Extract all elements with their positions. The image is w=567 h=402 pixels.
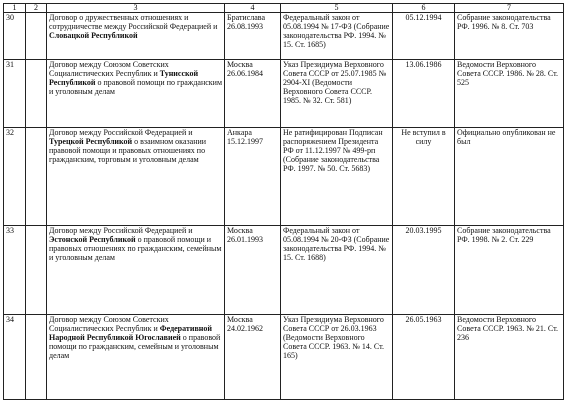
publication: Собрание законодательства РФ. 1998. № 2. Ст. 229 — [455, 226, 564, 315]
title-text: о правовой помощи по гражданским, семейным и уголовным делам — [49, 333, 221, 360]
place-date: Братислава 26.08.1993 — [225, 13, 281, 60]
title-text: Договор между Российской Федерацией и — [49, 128, 193, 137]
row-number: 33 — [4, 226, 26, 315]
entry-into-force: 26.05.1963 — [393, 315, 455, 400]
empty-cell — [26, 315, 47, 400]
treaty-title — [47, 226, 225, 315]
table-row — [4, 13, 564, 60]
publication: Ведомости Верховного Совета СССР. 1986. № 28. Ст. 525 — [455, 60, 564, 128]
treaty-title — [47, 60, 225, 128]
row-number: 34 — [4, 315, 26, 400]
place-date: Москва 26.06.1984 — [225, 60, 281, 128]
title-text: Договор между Союзом Советских Социалистических Республик и — [49, 60, 169, 78]
column-header: 7 — [455, 4, 564, 13]
title-text: о взаимном оказании правовой помощи и правовых отношениях по гражданским, торговым и уголовным делам — [49, 137, 207, 164]
empty-cell — [26, 13, 47, 60]
title-text: Договор между Союзом Советских Социалистических Республик и — [49, 315, 169, 333]
country-name: Тунисской Республикой — [49, 69, 199, 87]
column-header: 5 — [281, 4, 393, 13]
place-date: Москва 26.01.1993 — [225, 226, 281, 315]
empty-cell — [26, 128, 47, 226]
column-header: 6 — [393, 4, 455, 13]
title-text: о правовой помощи и правовых отношениях по гражданским, семейным и уголовным делам — [49, 235, 222, 262]
title-text: и — [211, 22, 218, 31]
column-header: 2 — [26, 4, 47, 13]
title-text: Договор о дружественных отношениях и сотрудничестве между — [49, 13, 189, 31]
country-name: Эстонской Республикой — [49, 235, 136, 244]
entry-into-force: 05.12.1994 — [393, 13, 455, 60]
table-row — [4, 315, 564, 400]
ratification: Указ Президиума Верховного Совета СССР от 26.03.1963 (Ведомости Верховного Совета СССР. 1963. № 14. Ст. 165) — [281, 315, 393, 400]
country-name: Федеративной Народной Республикой Югославией — [49, 324, 212, 342]
place-date: Анкара 15.12.1997 — [225, 128, 281, 226]
row-number: 32 — [4, 128, 26, 226]
title-text: о правовой помощи по гражданским и уголовным делам — [49, 78, 223, 96]
row-number: 30 — [4, 13, 26, 60]
treaty-title — [47, 13, 225, 60]
treaty-title — [47, 128, 225, 226]
title-text: Договор между Российской Федерацией и — [49, 226, 193, 235]
country-name: Турецкой Республикой — [49, 137, 133, 146]
country-name: Словацкой Республикой — [49, 31, 138, 40]
table-row — [4, 226, 564, 315]
title-text: Российской Федерацией — [128, 22, 212, 31]
column-header: 3 — [47, 4, 225, 13]
empty-cell — [26, 60, 47, 128]
header-row — [4, 4, 564, 13]
place-date: Москва 24.02.1962 — [225, 315, 281, 400]
treaties-table — [3, 3, 564, 400]
publication: Официально опубликован не был — [455, 128, 564, 226]
ratification: Федеральный закон от 05.08.1994 № 20-ФЗ (Собрание законодательства РФ. 1994. № 15. Ст. 1688) — [281, 226, 393, 315]
column-header: 4 — [225, 4, 281, 13]
table-row — [4, 60, 564, 128]
ratification: Указ Президиума Верховного Совета СССР от 25.07.1985 № 2904-XI (Ведомости Верховного Совета СССР. 1985. № 32. Ст. 581) — [281, 60, 393, 128]
entry-into-force: 13.06.1986 — [393, 60, 455, 128]
treaty-title — [47, 315, 225, 400]
ratification: Не ратифицирован Подписан распоряжением Президента РФ от 11.12.1997 № 499-рп (Собрание законодательства РФ. 1997. № 50. Ст. 5683) — [281, 128, 393, 226]
publication: Собрание законодательства РФ. 1996. № 8. Ст. 703 — [455, 13, 564, 60]
column-header: 1 — [4, 4, 26, 13]
row-number: 31 — [4, 60, 26, 128]
publication: Ведомости Верховного Совета СССР. 1963. № 21. Ст. 236 — [455, 315, 564, 400]
ratification: Федеральный закон от 05.08.1994 № 17-ФЗ (Собрание законодательства РФ. 1994. № 15. Ст. 1685) — [281, 13, 393, 60]
entry-into-force: Не вступил в силу — [393, 128, 455, 226]
table-row — [4, 128, 564, 226]
entry-into-force: 20.03.1995 — [393, 226, 455, 315]
empty-cell — [26, 226, 47, 315]
